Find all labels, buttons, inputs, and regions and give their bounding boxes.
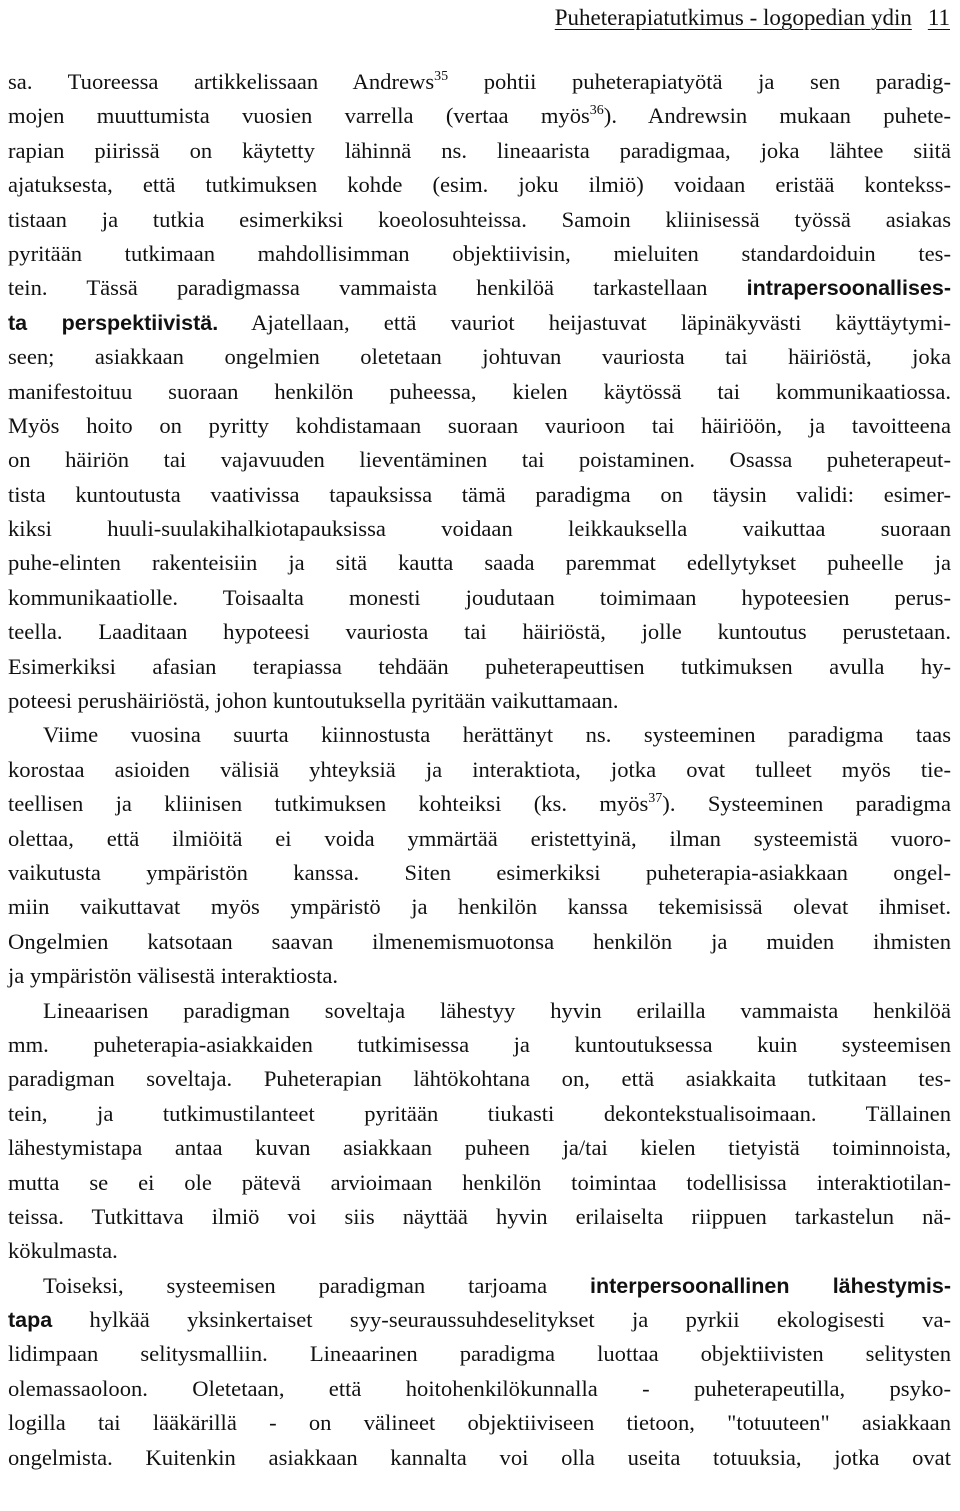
text-line [8, 787, 951, 821]
text-line [8, 271, 951, 305]
text-line [8, 856, 951, 890]
line-text: kiksi huuli-suulakihalkiotapauksissa voidaan leikkauksella vaikuttaa suoraan [8, 516, 951, 542]
line-text: sa. Tuoreessa artikkelissaan Andrews [8, 69, 435, 94]
text-line [8, 375, 951, 409]
line-text: teissa. Tutkittava ilmiö voi siis näyttää hyvin erilaiselta riippuen tarkastelun nä- [8, 1203, 951, 1229]
line-text: rapian piirissä on käytetty lähinnä ns. lineaarista paradigmaa, joka lähtee siitä [8, 137, 951, 163]
line-text: Lineaarisen paradigman soveltaja lähestyy hyvin erilailla vammaista henkilöä [43, 997, 951, 1023]
text-line [8, 925, 951, 959]
line-text: Ajatellaan, että vauriot heijastuvat läpinäkyvästi käyttäytymi- [218, 309, 951, 335]
bold-term: tapa [8, 1308, 53, 1333]
text-line [8, 959, 951, 993]
text-line [8, 1372, 951, 1406]
line-text: teella. Laaditaan hypoteesi vauriosta tai häiriöstä, jolle kuntoutus perustetaan. [8, 619, 951, 645]
line-text: Myös hoito on pyritty kohdistamaan suoraan vaurioon tai häiriöön, ja tavoitteena [8, 412, 951, 438]
text-line [8, 1234, 951, 1268]
footnote-reference: 37 [648, 791, 663, 807]
text-line [8, 1269, 951, 1303]
line-text: logilla tai lääkärillä - on välineet objektiiviseen tietoon, "totuuteen" asiakkaan [8, 1410, 951, 1436]
line-text: kommunikaatiolle. Toisaalta monesti joudutaan toimimaan hypoteesien perus- [8, 584, 951, 610]
text-line [8, 1406, 951, 1440]
bold-term: interpersoonallinen lähestymis- [590, 1273, 952, 1298]
running-title: Puheterapiatutkimus - logopedian ydin [554, 5, 912, 30]
text-line [8, 65, 951, 99]
text-line [8, 684, 951, 718]
line-text: puhe-elinten rakenteisiin ja sitä kautta saada paremmat edellytykset puheelle ja [8, 550, 951, 576]
text-line [8, 99, 951, 133]
text-line [8, 615, 951, 649]
text-line [8, 409, 951, 443]
text-line [8, 306, 951, 340]
line-text: tista kuntoutusta vaativissa tapauksissa tämä paradigma on täysin validi: esimer- [8, 481, 951, 507]
line-text: teellisen ja kliinisen tutkimuksen kohteiksi (ks. myös [8, 791, 649, 817]
line-text: ajatuksesta, että tutkimuksen kohde (esim. joku ilmiö) voidaan eristää kontekss- [8, 172, 951, 198]
text-line [8, 1441, 951, 1475]
line-text: manifestoituu suoraan henkilön puheessa, kielen käytössä tai kommunikaatiossa. [8, 378, 951, 404]
line-text: pohtii puheterapiatyötä ja sen paradig- [448, 69, 951, 94]
line-text: ). Andrewsin mukaan puhete- [603, 103, 951, 129]
line-text: ongelmista. Kuitenkin asiakkaan kannalta voi olla useita totuuksia, jotka ovat [8, 1444, 951, 1470]
text-line [8, 1200, 951, 1234]
text-line [8, 822, 951, 856]
text-line [8, 1028, 951, 1062]
text-line [8, 340, 951, 374]
line-text: lidimpaan selitysmalliin. Lineaarinen paradigma luottaa objektiivisten selitysten [8, 1341, 951, 1367]
line-text: paradigman soveltaja. Puheterapian lähtökohtana on, että asiakkaita tutkitaan tes- [8, 1066, 951, 1092]
line-text: kökulmasta. [8, 1238, 118, 1264]
text-line [8, 134, 951, 168]
line-text: olemassaoloon. Oletetaan, että hoitohenkilökunnalla - puheterapeutilla, psyko- [8, 1375, 951, 1401]
text-line [8, 1166, 951, 1200]
text-line [8, 994, 951, 1028]
line-text: tein, ja tutkimustilanteet pyritään tiukasti dekontekstualisoimaan. Tällainen [8, 1100, 951, 1126]
text-line [8, 650, 951, 684]
line-text: korostaa asioiden välisiä yhteyksiä ja interaktiota, jotka ovat tulleet myös tie- [8, 756, 951, 782]
line-text: Viime vuosina suurta kiinnostusta herättänyt ns. systeeminen paradigma taas [43, 722, 951, 748]
page-number: 11 [927, 5, 950, 30]
line-text: Esimerkiksi afasian terapiassa tehdään puheterapeuttisen tutkimuksen avulla hy- [8, 653, 951, 679]
bold-term: ta perspektiivistä. [8, 310, 219, 335]
text-line [8, 718, 951, 752]
line-text: Ongelmien katsotaan saavan ilmenemismuotonsa henkilön ja muiden ihmisten [8, 928, 951, 954]
line-text: mm. puheterapia-asiakkaiden tutkimisessa ja kuntoutuksessa kuin systeemisen [8, 1031, 951, 1057]
footnote-reference: 36 [589, 103, 604, 119]
text-line [8, 512, 951, 546]
text-line [8, 478, 951, 512]
line-text: pyritään tutkimaan mahdollisimman objektiivisin, mieluiten standardoiduin tes- [8, 240, 951, 266]
line-text: olettaa, että ilmiöitä ei voida ymmärtää eristettyinä, ilman systeemistä vuoro- [8, 825, 951, 851]
text-line [8, 1097, 951, 1131]
text-line [8, 168, 951, 202]
footnote-reference: 35 [434, 69, 449, 84]
text-line [8, 1131, 951, 1165]
line-text: seen; asiakkaan ongelmien oletetaan johtuvan vauriosta tai häiriöstä, joka [8, 344, 951, 370]
bold-term: intrapersoonallises- [746, 276, 951, 301]
line-text: lähestymistapa antaa kuvan asiakkaan puheen ja/tai kielen tietyistä toiminnoista, [8, 1135, 951, 1161]
line-text: Toiseksi, systeemisen paradigman tarjoama [43, 1272, 590, 1298]
running-header [555, 2, 950, 34]
line-text: tistaan ja tutkia esimerkiksi koeolosuhteissa. Samoin kliinisessä työssä asiakas [8, 206, 951, 232]
line-text: poteesi perushäiriöstä, johon kuntoutuksella pyritään vaikuttamaan. [8, 688, 619, 714]
text-line [8, 1062, 951, 1096]
line-text: vaikutusta ympäristön kanssa. Siten esimerkiksi puheterapia-asiakkaan ongel- [8, 859, 951, 885]
text-line [8, 1303, 951, 1337]
line-text: ja ympäristön välisestä interaktiosta. [8, 963, 339, 989]
line-text: hylkää yksinkertaiset syy-seuraussuhdeselitykset ja pyrkii ekologisesti va- [52, 1307, 951, 1333]
line-text: tein. Tässä paradigmassa vammaista henkilöä tarkastellaan [8, 275, 747, 301]
line-text: mutta se ei ole pätevä arvioimaan henkilön toimintaa todellisissa interaktiotilan- [8, 1169, 951, 1195]
text-line [8, 237, 951, 271]
line-text: ). Systeeminen paradigma [662, 791, 951, 817]
text-line [8, 1337, 951, 1371]
text-line [8, 890, 951, 924]
line-text: miin vaikuttavat myös ympäristö ja henkilön kanssa tekemisissä olevat ihmiset. [8, 894, 951, 920]
line-text: on häiriön tai vajavuuden lieventäminen tai poistaminen. Osassa puheterapeut- [8, 447, 951, 473]
body-text [8, 65, 951, 1475]
text-line [8, 753, 951, 787]
line-text: mojen muuttumista vuosien varrella (vertaa myös [8, 103, 590, 129]
text-line [8, 581, 951, 615]
text-line [8, 546, 951, 580]
text-line [8, 443, 951, 477]
text-line [8, 203, 951, 237]
